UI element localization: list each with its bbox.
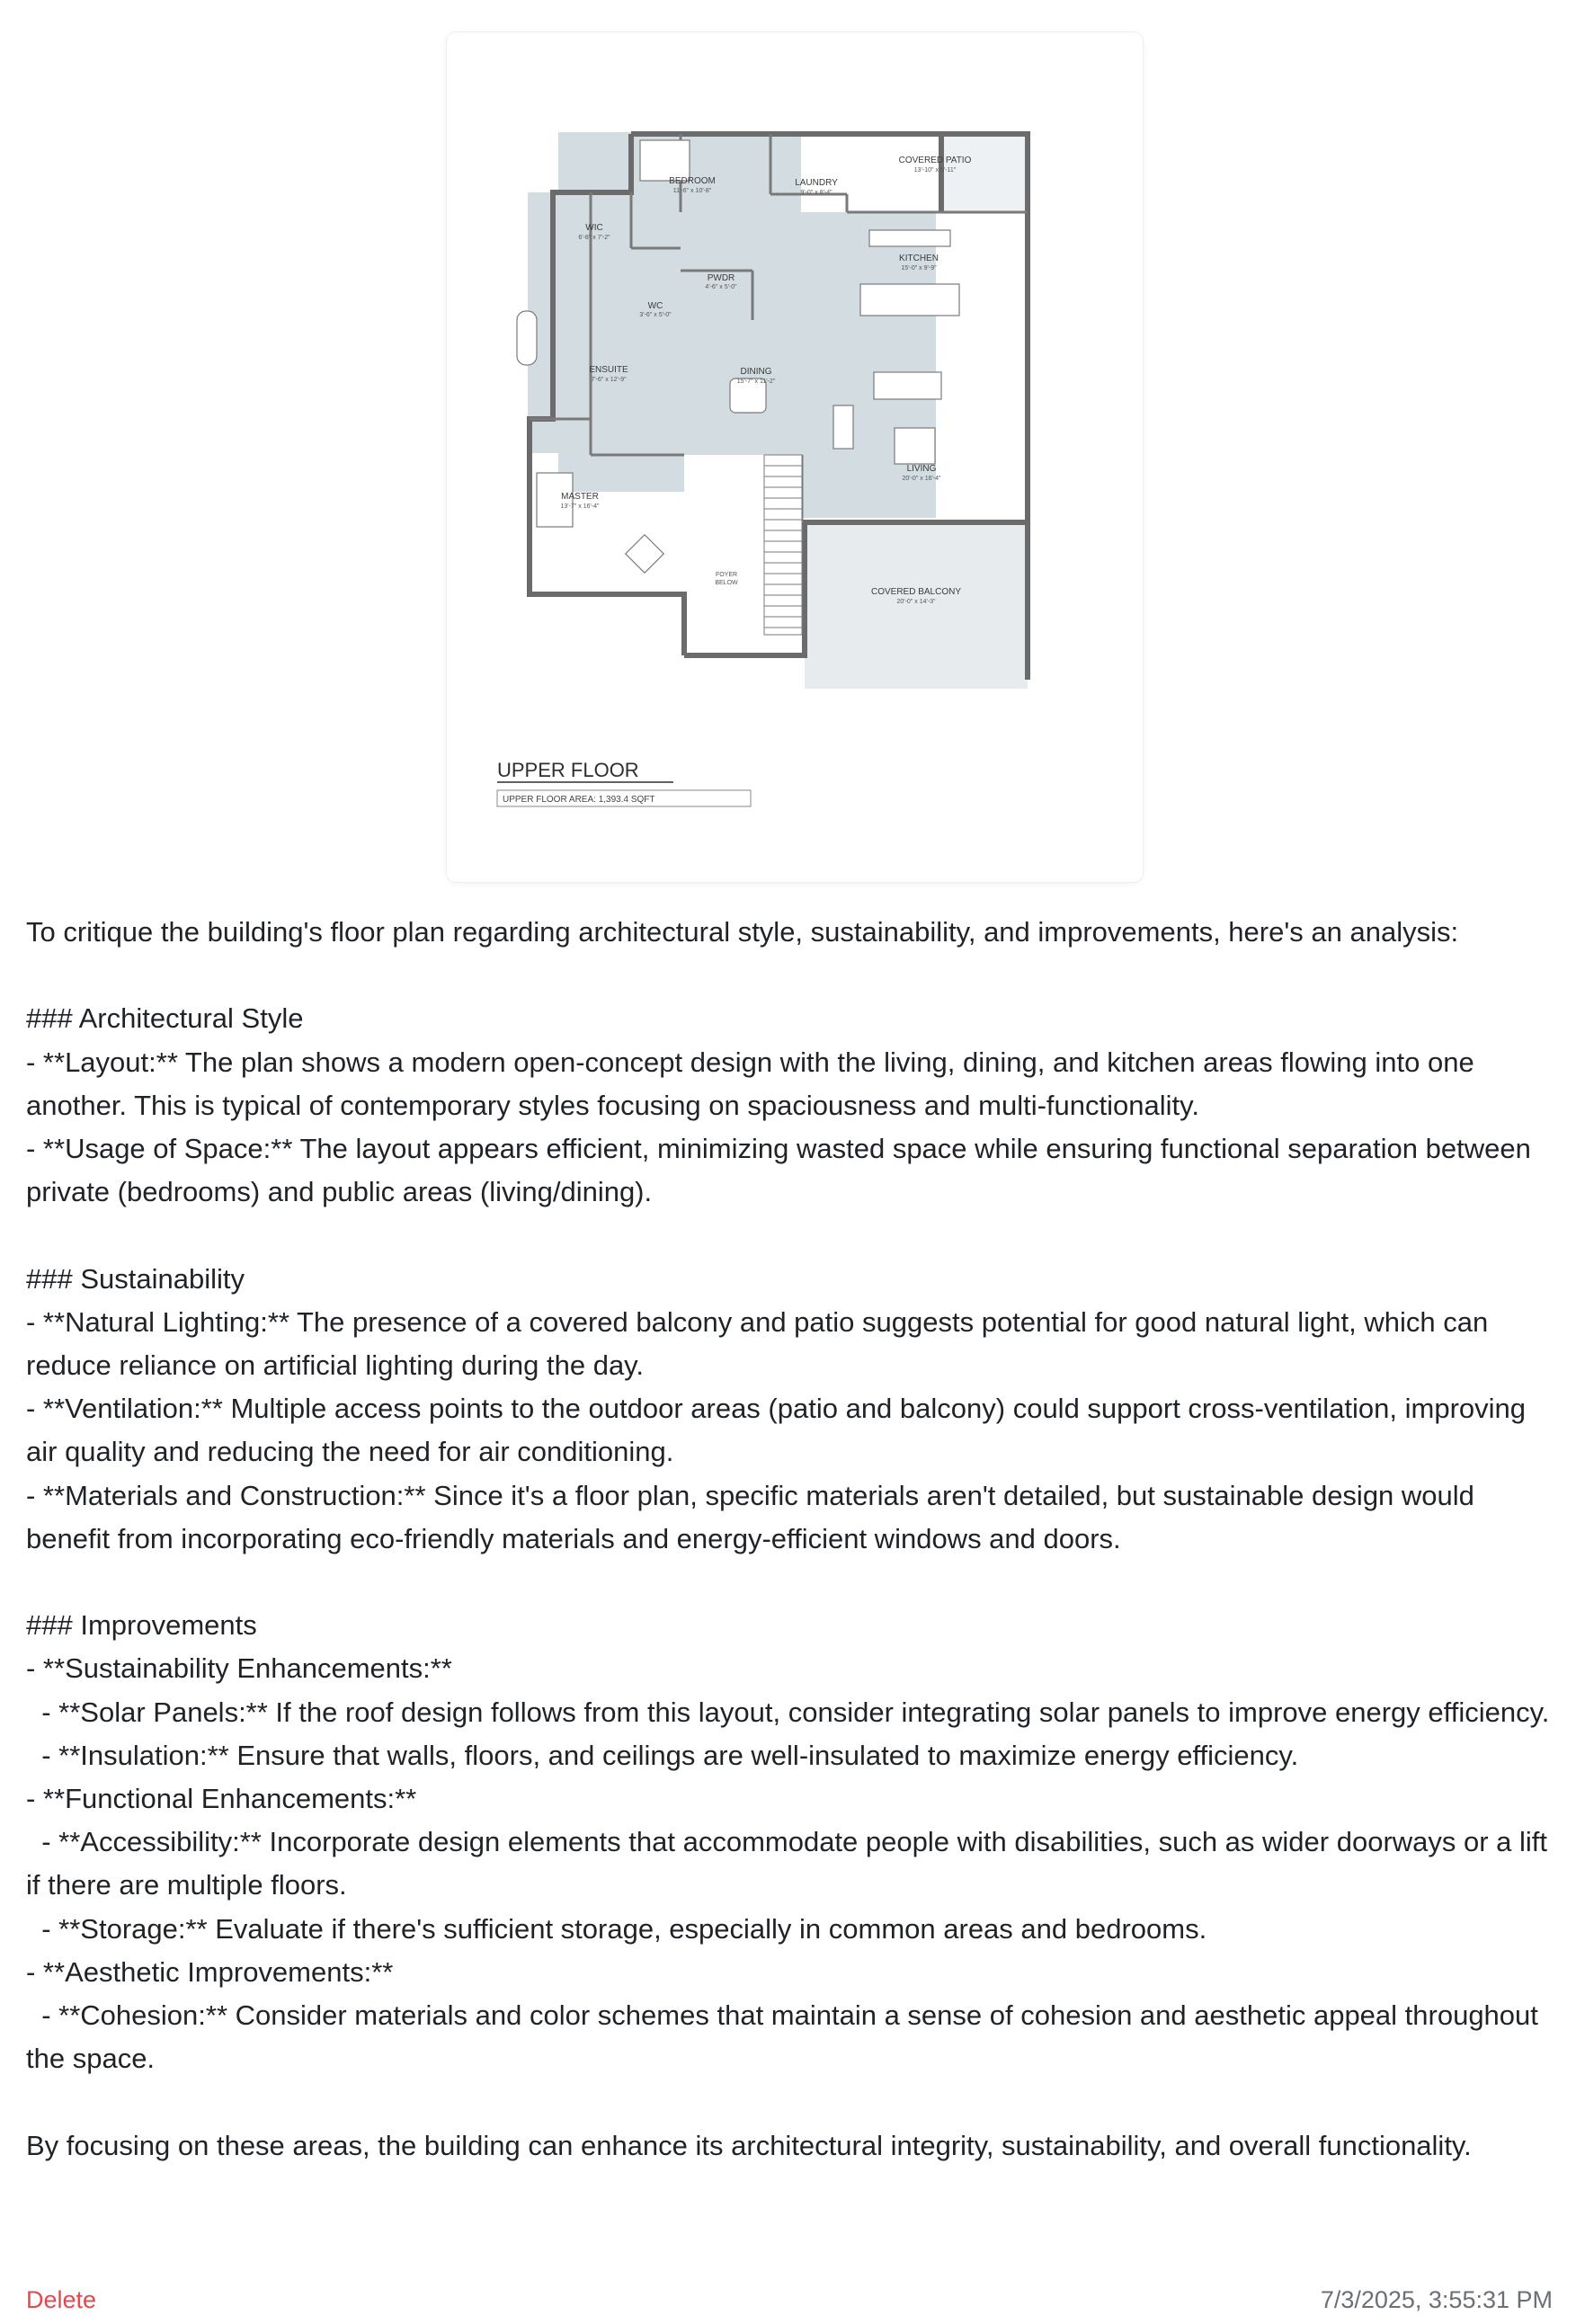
svg-text:WC: WC [647, 301, 663, 311]
svg-text:MASTER: MASTER [561, 492, 599, 502]
floor-plan-title: UPPER FLOOR [497, 759, 639, 781]
svg-text:ENSUITE: ENSUITE [589, 365, 628, 375]
covered-patio-area [941, 133, 1028, 214]
svg-text:20'-0" x 16'-4": 20'-0" x 16'-4" [902, 476, 941, 482]
stairs [764, 455, 802, 635]
svg-text:13'-7" x 16'-4": 13'-7" x 16'-4" [560, 503, 600, 510]
attached-image[interactable] [447, 32, 1143, 882]
svg-text:4'-6" x 5'-0": 4'-6" x 5'-0" [705, 284, 737, 290]
svg-text:20'-0" x 14'-3": 20'-0" x 14'-3" [896, 599, 936, 605]
svg-text:BELOW: BELOW [715, 580, 738, 586]
covered-balcony-area [805, 522, 1028, 689]
svg-text:BEDROOM: BEDROOM [669, 176, 716, 186]
svg-text:LAUNDRY: LAUNDRY [795, 178, 838, 188]
svg-text:WIC: WIC [585, 223, 603, 233]
message-timestamp: 7/3/2025, 3:55:31 PM [1320, 2286, 1553, 2313]
assistant-message-text: To critique the building's floor plan regarding architectural style, sustainability, and improvements, here's an analysis: ### Architectural Style - **Layout:** The plan shows a modern open-concept design with the living, dining, and kitchen areas flowing into one another. This is typical of contemporary styles focusing on spaciousness and multi-functionality. - **Usage of Space:** The layout appears efficient, minimizing wasted space while ensuring functional separation between private (bedrooms) and public areas (living/dining). ### Sustainability - **Natural Lighting:** The presence of a covered balcony and patio suggests potential for good natural light, which can reduce reliance on artificial lighting during the day. - **Ventilation:** Multiple access points to the outdoor areas (patio and balcony) could support cross-ventilation, improving air quality and reducing the need for air conditioning. - **Materials and Construction:** Since it's a floor plan, specific materials aren't detailed, but sustainable design would benefit from incorporating eco-friendly materials and energy-efficient windows and doors. ### Improvements - **Sustainability Enhancements:** - **Solar Panels:** If the roof design follows from this layout, consider integrating solar panels to improve energy efficiency. - **Insulation:** Ensure that walls, floors, and ceilings are well-insulated to maximize energy efficiency. - **Functional Enhancements:** - **Accessibility:** Incorporate design elements that accommodate people with disabilities, such as wider doorways or a lift if there are multiple floors. - **Storage:** Evaluate if there's sufficient storage, especially in common areas and bedrooms. - **Aesthetic Improvements:** - **Cohesion:** Consider materials and color schemes that maintain a sense of cohesion and aesthetic appeal throughout the space. By focusing on these areas, the building can enhance its architectural integrity, sustainability, and overall functionality. [26, 916, 1550, 2161]
svg-text:11'-6" x 10'-8": 11'-6" x 10'-8" [672, 188, 712, 194]
svg-text:COVERED BALCONY: COVERED BALCONY [870, 587, 962, 597]
svg-text:7'-6" x 12'-9": 7'-6" x 12'-9" [591, 377, 627, 383]
svg-text:COVERED PATIO: COVERED PATIO [898, 156, 972, 165]
svg-text:6'-8" x 7'-2": 6'-8" x 7'-2" [578, 235, 610, 241]
svg-text:PWDR: PWDR [707, 273, 735, 283]
svg-text:KITCHEN: KITCHEN [899, 254, 939, 263]
svg-text:3'-6" x 5'-0": 3'-6" x 5'-0" [639, 312, 672, 318]
delete-button[interactable]: Delete [26, 2286, 97, 2313]
svg-text:13'-10" x 6'-11": 13'-10" x 6'-11" [913, 167, 957, 174]
svg-text:LIVING: LIVING [906, 464, 937, 474]
svg-text:15'-0" x 9'-9": 15'-0" x 9'-9" [901, 265, 937, 272]
floor-area-caption: UPPER FLOOR AREA: 1,393.4 SQFT [503, 795, 655, 805]
floor-plan-drawing [447, 32, 1143, 882]
svg-text:15'-7" x 11'-2": 15'-7" x 11'-2" [736, 378, 776, 385]
svg-text:9'-0" x 8'-4": 9'-0" x 8'-4" [800, 190, 833, 196]
svg-text:FOYER: FOYER [715, 572, 738, 578]
svg-text:DINING: DINING [740, 367, 772, 377]
